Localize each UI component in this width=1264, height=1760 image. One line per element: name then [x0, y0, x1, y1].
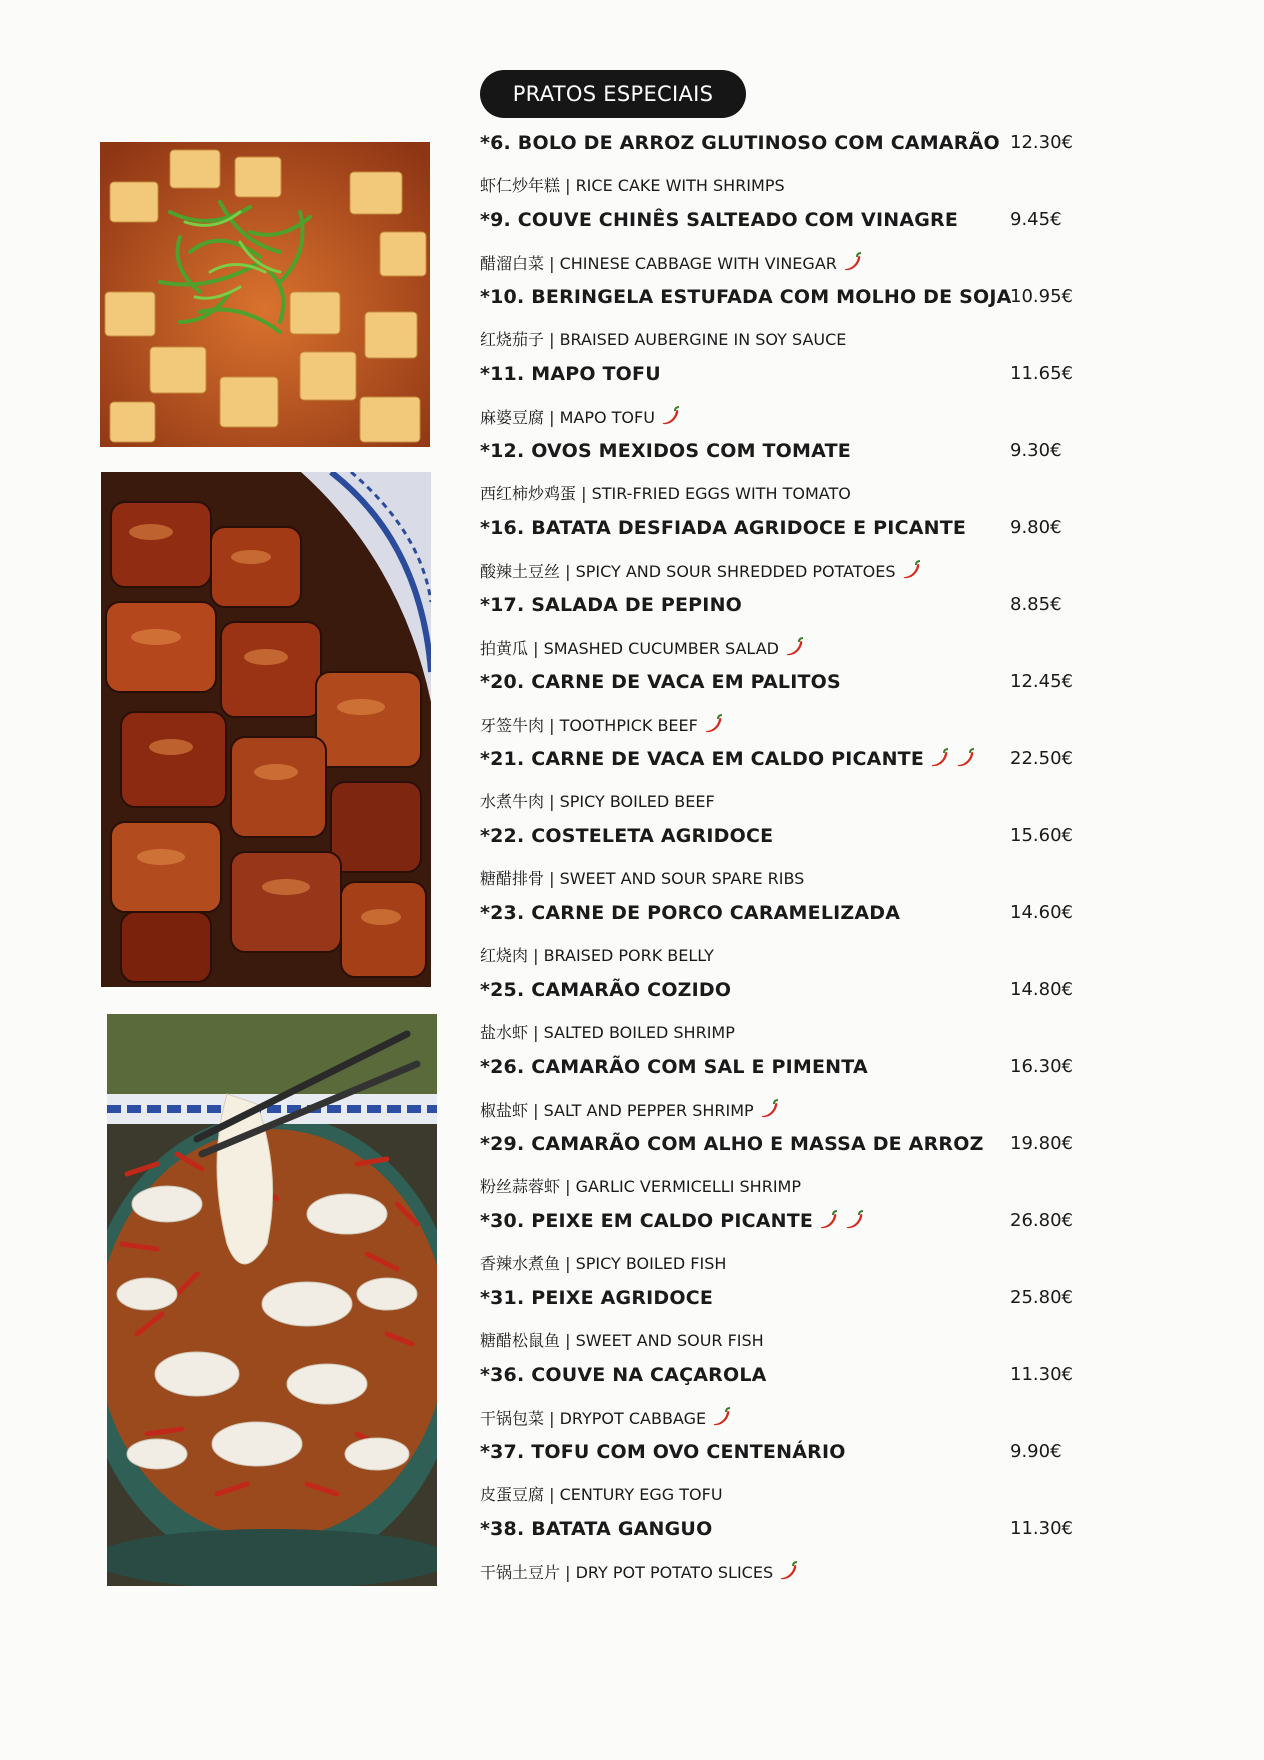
menu-item [480, 823, 1090, 900]
mapo-tofu-photo [100, 142, 430, 447]
menu-item-price: 9.90€ [1010, 1441, 1062, 1462]
menu-item-price: 11.65€ [1010, 363, 1073, 384]
chili-pepper-icon [928, 748, 950, 768]
menu-item-price: 12.30€ [1010, 132, 1073, 153]
menu-item-subtitle [480, 945, 714, 967]
menu-item-subtitle [480, 175, 785, 197]
menu-item-title [480, 1285, 713, 1311]
menu-item-subtitle-text: 水煮牛肉 | SPICY BOILED BEEF [480, 792, 715, 811]
menu-item-subtitle-text: 香辣水煮鱼 | SPICY BOILED FISH [480, 1254, 727, 1273]
braised-pork-photo [101, 472, 431, 987]
menu-item [480, 1439, 1090, 1516]
menu-item-subtitle [480, 868, 804, 890]
menu-item [480, 1208, 1090, 1285]
menu-item-subtitle-text: 酸辣土豆丝 | SPICY AND SOUR SHREDDED POTATOES [480, 562, 896, 581]
menu-item-title [480, 1131, 984, 1157]
menu-item-title [480, 284, 1012, 310]
menu-item-subtitle-text: 干锅土豆片 | DRY POT POTATO SLICES [480, 1563, 774, 1582]
menu-item-title-text: *16. BATATA DESFIADA AGRIDOCE E PICANTE [480, 517, 967, 539]
menu-item [480, 438, 1090, 515]
menu-item-subtitle [480, 1176, 801, 1198]
menu-item-subtitle-text: 西红柿炒鸡蛋 | STIR-FRIED EGGS WITH TOMATO [480, 484, 851, 503]
menu-item-price: 12.45€ [1010, 671, 1073, 692]
menu-item [480, 1131, 1090, 1208]
chili-pepper-icon [777, 1561, 799, 1581]
menu-item-subtitle [480, 252, 863, 275]
menu-item-subtitle [480, 1022, 735, 1044]
menu-item-title [480, 746, 976, 772]
menu-item-title-text: *25. CAMARÃO COZIDO [480, 979, 732, 1001]
menu-item-price: 11.30€ [1010, 1364, 1073, 1385]
menu-item-subtitle-text: 盐水虾 | SALTED BOILED SHRIMP [480, 1023, 735, 1042]
menu-item-title [480, 438, 851, 464]
chili-pepper-icon [659, 406, 681, 426]
menu-item-title [480, 1054, 868, 1080]
menu-item-title-text: *17. SALADA DE PEPINO [480, 594, 743, 616]
menu-item-price: 9.80€ [1010, 517, 1062, 538]
menu-item [480, 1285, 1090, 1362]
menu-item-subtitle [480, 791, 715, 813]
chili-pepper-icon [702, 714, 724, 734]
menu-item-subtitle-text: 虾仁炒年糕 | RICE CAKE WITH SHRIMPS [480, 176, 785, 195]
menu-item-subtitle [480, 329, 846, 351]
menu-item-title [480, 823, 773, 849]
menu-item-title-text: *10. BERINGELA ESTUFADA COM MOLHO DE SOJA [480, 286, 1012, 308]
menu-item-title-text: *31. PEIXE AGRIDOCE [480, 1287, 714, 1309]
menu-item-subtitle-text: 粉丝蒜蓉虾 | GARLIC VERMICELLI SHRIMP [480, 1177, 802, 1196]
menu-item-title-text: *22. COSTELETA AGRIDOCE [480, 825, 774, 847]
menu-item-price: 9.30€ [1010, 440, 1062, 461]
menu-item-subtitle [480, 483, 851, 505]
chili-pepper-icon [900, 560, 922, 580]
chili-pepper-icon [758, 1099, 780, 1119]
menu-item-price: 11.30€ [1010, 1518, 1073, 1539]
menu-item-subtitle [480, 1407, 732, 1430]
menu-item-subtitle-text: 椒盐虾 | SALT AND PEPPER SHRIMP [480, 1101, 754, 1120]
spicy-boiled-fish-photo [107, 1014, 437, 1586]
menu-item-title [480, 977, 731, 1003]
menu-item-price: 15.60€ [1010, 825, 1073, 846]
menu-item-subtitle-text: 拍黄瓜 | SMASHED CUCUMBER SALAD [480, 639, 779, 658]
menu-item-subtitle [480, 1484, 723, 1506]
menu-item-price: 9.45€ [1010, 209, 1062, 230]
menu-item-price: 14.80€ [1010, 979, 1073, 1000]
menu-item [480, 977, 1090, 1054]
section-title-pill [480, 70, 746, 118]
menu-item-subtitle [480, 406, 681, 429]
menu-item-title-text: *11. MAPO TOFU [480, 363, 661, 385]
menu-item-subtitle-text: 糖醋排骨 | SWEET AND SOUR SPARE RIBS [480, 869, 805, 888]
menu-item [480, 669, 1090, 746]
menu-item-price: 26.80€ [1010, 1210, 1073, 1231]
menu-item [480, 207, 1090, 284]
chili-pepper-icon [841, 252, 863, 272]
menu-item-title [480, 1362, 767, 1388]
menu-item-title [480, 592, 742, 618]
menu-item-title-text: *30. PEIXE EM CALDO PICANTE [480, 1210, 814, 1232]
menu-item-subtitle-text: 干锅包菜 | DRYPOT CABBAGE [480, 1409, 707, 1428]
menu-item-price: 8.85€ [1010, 594, 1062, 615]
menu-item [480, 1362, 1090, 1439]
menu-item-subtitle-text: 皮蛋豆腐 | CENTURY EGG TOFU [480, 1485, 723, 1504]
menu-item-price: 25.80€ [1010, 1287, 1073, 1308]
menu-item [480, 361, 1090, 438]
menu-item-title-text: *36. COUVE NA CAÇAROLA [480, 1364, 767, 1386]
menu-item-title-text: *21. CARNE DE VACA EM CALDO PICANTE [480, 748, 925, 770]
menu-item-title [480, 130, 1000, 156]
menu-item-title-text: *12. OVOS MEXIDOS COM TOMATE [480, 440, 851, 462]
menu-item-subtitle [480, 714, 724, 737]
menu-item-subtitle [480, 560, 922, 583]
chili-pepper-icon [783, 637, 805, 657]
menu-item-price: 14.60€ [1010, 902, 1073, 923]
chili-pepper-icon [843, 1210, 865, 1230]
menu-item-subtitle-text: 牙签牛肉 | TOOTHPICK BEEF [480, 716, 698, 735]
menu-item [480, 592, 1090, 669]
menu-item-subtitle-text: 红烧肉 | BRAISED PORK BELLY [480, 946, 714, 965]
chili-pepper-icon [954, 748, 976, 768]
menu-item-subtitle-text: 麻婆豆腐 | MAPO TOFU [480, 408, 655, 427]
menu-item-subtitle [480, 1330, 764, 1352]
menu-item-title-text: *6. BOLO DE ARROZ GLUTINOSO COM CAMARÃO [480, 132, 1000, 154]
menu-item [480, 746, 1090, 823]
menu-item-subtitle-text: 红烧茄子 | BRAISED AUBERGINE IN SOY SAUCE [480, 330, 847, 349]
menu-item-subtitle [480, 637, 805, 660]
menu-item-subtitle-text: 醋溜白菜 | CHINESE CABBAGE WITH VINEGAR [480, 254, 837, 273]
menu-item [480, 1054, 1090, 1131]
menu-item [480, 515, 1090, 592]
menu-item-title [480, 1208, 865, 1234]
menu-item-title [480, 669, 841, 695]
menu-item-title-text: *29. CAMARÃO COM ALHO E MASSA DE ARROZ [480, 1133, 984, 1155]
menu-item-title [480, 1516, 712, 1542]
menu-item-price: 19.80€ [1010, 1133, 1073, 1154]
menu-item [480, 900, 1090, 977]
menu-item-subtitle [480, 1253, 726, 1275]
menu-item-title [480, 361, 661, 387]
menu-item-title-text: *26. CAMARÃO COM SAL E PIMENTA [480, 1056, 868, 1078]
menu-item-title-text: *23. CARNE DE PORCO CARAMELIZADA [480, 902, 901, 924]
menu-list [480, 130, 1090, 1593]
menu-item-title-text: *9. COUVE CHINÊS SALTEADO COM VINAGRE [480, 209, 959, 231]
menu-item-price: 16.30€ [1010, 1056, 1073, 1077]
chili-pepper-icon [817, 1210, 839, 1230]
menu-item-price: 10.95€ [1010, 286, 1073, 307]
menu-item-price: 22.50€ [1010, 748, 1073, 769]
menu-item-subtitle [480, 1099, 780, 1122]
menu-item-title-text: *37. TOFU COM OVO CENTENÁRIO [480, 1441, 846, 1463]
chili-pepper-icon [710, 1407, 732, 1427]
menu-item-title [480, 1439, 846, 1465]
menu-item [480, 130, 1090, 207]
menu-item-title [480, 207, 958, 233]
menu-item [480, 1516, 1090, 1593]
section-title: PRATOS ESPECIAIS [512, 82, 714, 106]
menu-item-title [480, 900, 900, 926]
menu-item-title-text: *20. CARNE DE VACA EM PALITOS [480, 671, 841, 693]
menu-item-subtitle [480, 1561, 799, 1584]
menu-item-title [480, 515, 966, 541]
menu-item-subtitle-text: 糖醋松鼠鱼 | SWEET AND SOUR FISH [480, 1331, 764, 1350]
menu-item [480, 284, 1090, 361]
menu-item-title-text: *38. BATATA GANGUO [480, 1518, 713, 1540]
